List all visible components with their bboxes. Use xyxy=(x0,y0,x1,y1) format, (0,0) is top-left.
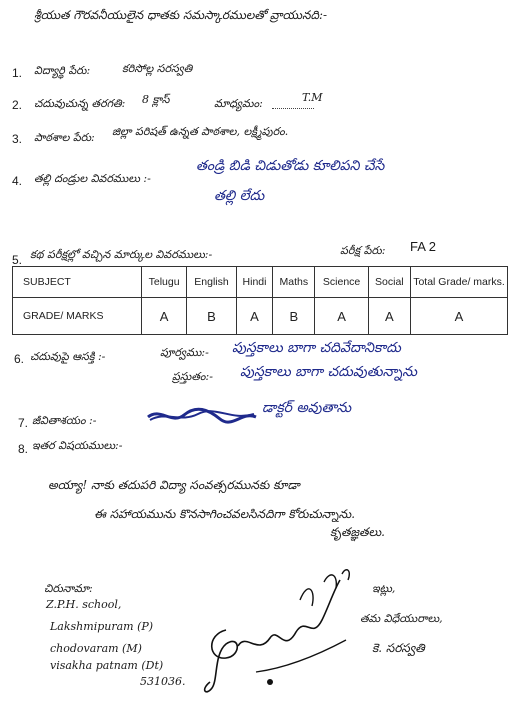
field-4-value-line2: తల్లి లేదు xyxy=(214,188,265,204)
interest-past-value: పుస్తకాలు బాగా చదివేదానికాదు xyxy=(232,340,401,356)
letter-closing: కృతజ్ఞతలు. xyxy=(330,525,385,539)
section-8-number: 8. xyxy=(18,442,29,456)
field-2-extra-value: T.M xyxy=(302,91,323,104)
ambition-label: జీవితాశయం :- xyxy=(32,414,97,427)
grade-english: B xyxy=(187,298,237,335)
field-2-number: 2. xyxy=(12,98,23,112)
header-social: Social xyxy=(368,267,410,298)
field-3-value: జిల్లా పరిషత్ ఉన్నత పాఠశాల, లక్ష్మీపురం. xyxy=(112,125,289,138)
field-2-label: చదువుచున్న తరగతి: xyxy=(34,97,126,110)
signature xyxy=(196,560,360,700)
section-7-number: 7. xyxy=(18,416,29,430)
other-label: ఇతర విషయములు:- xyxy=(32,439,123,452)
field-4-number: 4. xyxy=(12,174,23,188)
header-english: English xyxy=(187,267,237,298)
field-1-label: విద్యార్థి పేరు: xyxy=(34,64,91,77)
header-hindi: Hindi xyxy=(236,267,272,298)
interest-present-label: ప్రస్తుతం:- xyxy=(172,370,213,383)
address-line-1: Z.P.H. school, xyxy=(46,598,122,611)
field-3-label: పాఠశాల పేరు: xyxy=(34,131,95,144)
header-science: Science xyxy=(315,267,368,298)
field-2-dotline xyxy=(272,108,314,109)
field-4-value: తండ్రి బిడి చిడుతోడు కూలిపని చేసే xyxy=(196,158,385,174)
grade-telugu: A xyxy=(142,298,187,335)
field-1-value: కరిసోల్ల సరస్వతి xyxy=(122,62,193,75)
signoff-line-1: ఇట్లు, xyxy=(372,582,396,595)
address-line-4: visakha patnam (Dt) xyxy=(50,659,164,672)
header-subject: SUBJECT xyxy=(13,267,142,298)
grade-maths: B xyxy=(273,298,315,335)
letter-line-1: అయ్యా! నాకు తదుపరి విద్యా సంవత్సరమునకు కూడా xyxy=(48,478,300,492)
interest-past-label: పూర్వము:- xyxy=(160,346,209,359)
marks-table xyxy=(12,266,508,335)
exam-label: పరీక్ష పేరు: xyxy=(340,244,386,257)
marks-header-row xyxy=(13,267,508,298)
grade-social: A xyxy=(368,298,410,335)
grade-row-label: GRADE/ MARKS xyxy=(13,298,142,335)
signoff-line-2: తమ విధేయురాలు, xyxy=(360,612,443,625)
field-1-number: 1. xyxy=(12,66,23,80)
header-total: Total Grade/ marks. xyxy=(411,267,508,298)
salutation: శ్రీయుత గౌరవనీయులైన ధాతకు సమస్కారములతో వ్రాయునది:- xyxy=(34,8,328,22)
section-5-number: 5. xyxy=(12,253,23,267)
ambition-value: డాక్టర్ అవుతాను xyxy=(262,400,352,416)
section-6-number: 6. xyxy=(14,352,25,366)
grade-hindi: A xyxy=(236,298,272,335)
header-maths: Maths xyxy=(273,267,315,298)
address-line-3: chodovaram (M) xyxy=(50,642,142,655)
section-5-label: కథ పరీక్షల్లో వచ్చిన మార్కుల వివరములు:- xyxy=(30,248,213,261)
address-line-2: Lakshmipuram (P) xyxy=(50,620,154,633)
grade-science: A xyxy=(315,298,368,335)
marks-grade-row xyxy=(13,298,508,335)
scribble-strikeout xyxy=(146,405,258,427)
interest-label: చదువుపై ఆసక్తి :- xyxy=(30,350,106,363)
field-3-number: 3. xyxy=(12,132,23,146)
address-line-5: 531036. xyxy=(140,675,186,688)
letter-line-2: ఈ సహాయమును కొనసాగించవలసినదిగా కోరుచున్నాను. xyxy=(94,507,356,521)
field-4-label: తల్లి దండ్రుల వివరములు :- xyxy=(34,172,151,185)
interest-present-value: పుస్తకాలు బాగా చదువుతున్నాను xyxy=(240,364,417,380)
exam-value: FA 2 xyxy=(410,239,437,254)
signoff-name: కె. సరస్వతి xyxy=(372,641,425,655)
address-label: చిరునామా: xyxy=(44,582,93,595)
field-2-extra-label: మాధ్యమం: xyxy=(214,97,263,110)
header-telugu: Telugu xyxy=(142,267,187,298)
grade-total: A xyxy=(411,298,508,335)
field-2-value: 8 క్లాస్ xyxy=(142,93,170,106)
